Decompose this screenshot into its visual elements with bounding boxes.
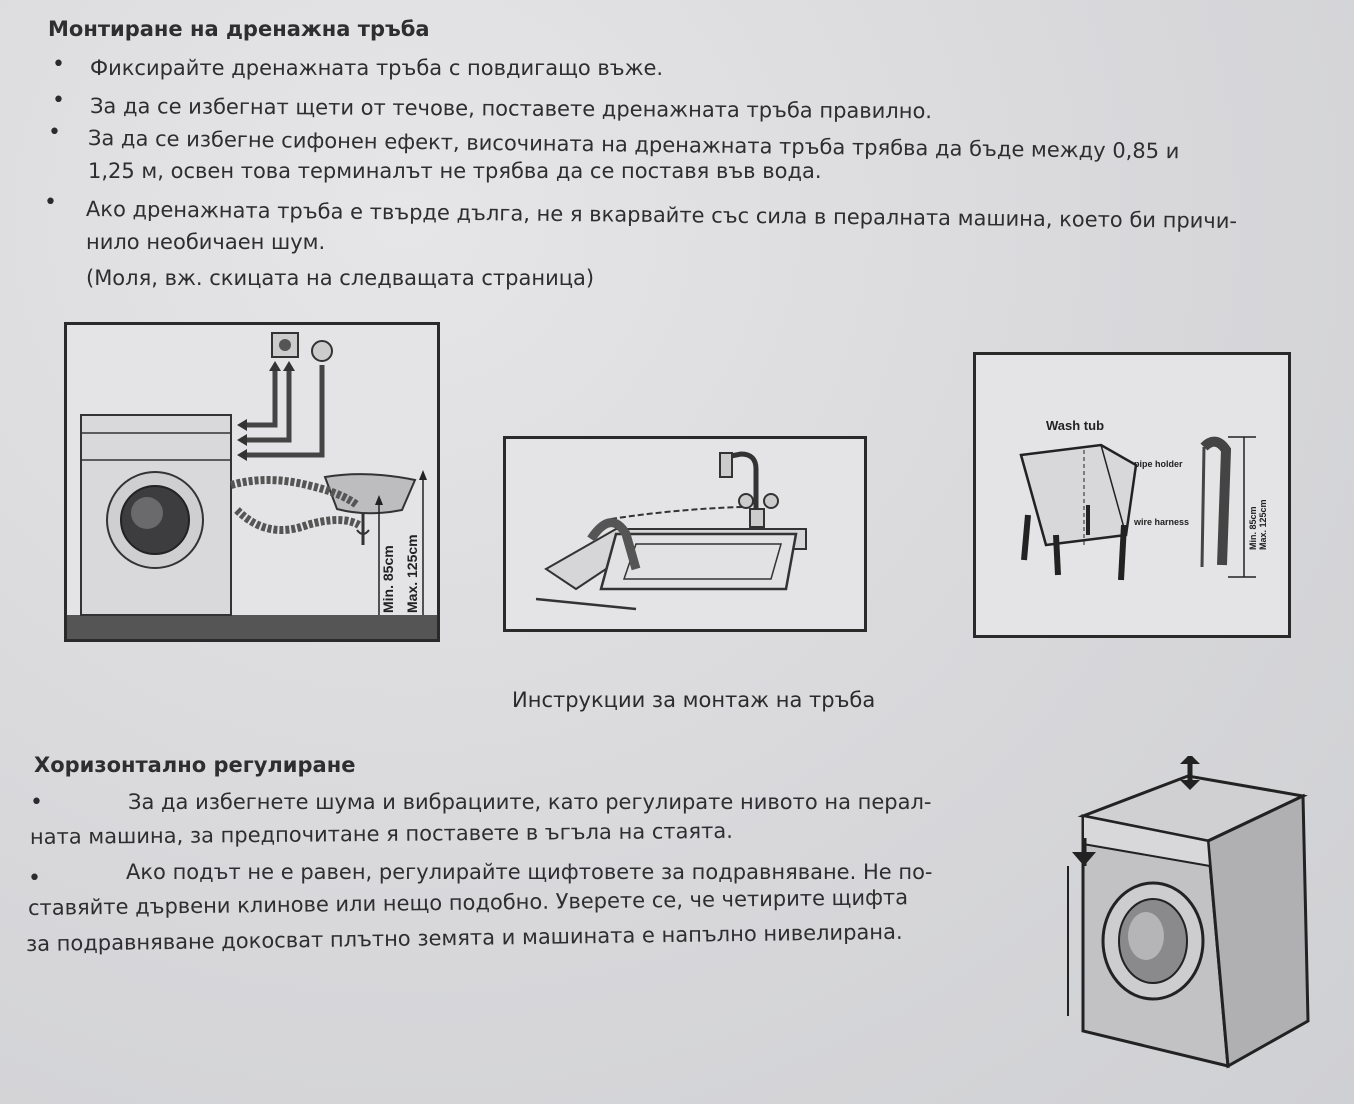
figure-sink-hook [503, 436, 867, 632]
wash-tub-diagram [976, 355, 1288, 635]
pipe-holder-label: pipe holder [1134, 459, 1183, 469]
wash-tub-label: Wash tub [1046, 418, 1105, 433]
leveling-line-3: Ако подът не е равен, регулирайте щифтовете за подравняване. Не по- [126, 860, 933, 884]
washer-drain-diagram [67, 325, 437, 639]
bullet-text-3b: 1,25 м, освен това терминалът не трябва да се поставя във вода. [88, 159, 822, 183]
max-height-label: Max. 125cm [404, 534, 420, 613]
bullet-text-2: За да се избегнат щети от течове, поставете дренажната тръба правилно. [89, 94, 933, 124]
bullet-dot: • [28, 866, 41, 891]
leveling-line-4: ставяйте дървени клинове или нещо подобно. Уверете се, че четирите щифта [27, 885, 909, 920]
min-height-label: Min. 85cm [380, 545, 396, 613]
leveling-line-5: за подравняване докосват плътно земята и машината е напълно нивелирана. [25, 919, 903, 956]
figure-drain-height [64, 322, 440, 642]
section-title-drain-hose: Монтиране на дренажна тръба [48, 17, 430, 41]
leveling-line-2: ната машина, за предпочитане я поставете в ъгъла на стаята. [29, 818, 733, 849]
bullet-text-4a: Ако дренажната тръба е твърде дълга, не я вкарвайте със сила в пералната машина, което би причи- [85, 197, 1238, 234]
note-next-page: (Моля, вж. скицата на следващата страница) [86, 266, 595, 290]
tub-max-label: Max. 125cm [1258, 499, 1268, 550]
leveling-washer-diagram [1058, 756, 1318, 1076]
bullet-text-3a: За да се избегне сифонен ефект, височината на дренажната тръба трябва да бъде между 0,85 и [87, 126, 1180, 164]
figures-caption: Инструкции за монтаж на тръба [512, 688, 876, 712]
bullet-dot: • [44, 190, 57, 215]
wire-harness-label: wire harness [1134, 517, 1190, 527]
leveling-line-1: За да избегнете шума и вибрациите, като регулирате нивото на перал- [128, 790, 932, 814]
bullet-text-1: Фиксирайте дренажната тръба с повдигащо въже. [90, 56, 664, 80]
bullet-dot: • [30, 790, 43, 815]
figure-wash-tub [973, 352, 1291, 638]
bullet-dot: • [52, 88, 65, 113]
bullet-dot: • [48, 120, 61, 145]
bullet-dot: • [52, 52, 65, 77]
section-title-horizontal-leveling: Хоризонтално регулиране [34, 753, 356, 777]
figure-leveling-washer [1058, 756, 1318, 1076]
bullet-text-4b: нило необичаен шум. [86, 230, 326, 254]
tub-min-label: Min. 85cm [1248, 506, 1258, 550]
sink-hook-diagram [506, 439, 864, 629]
